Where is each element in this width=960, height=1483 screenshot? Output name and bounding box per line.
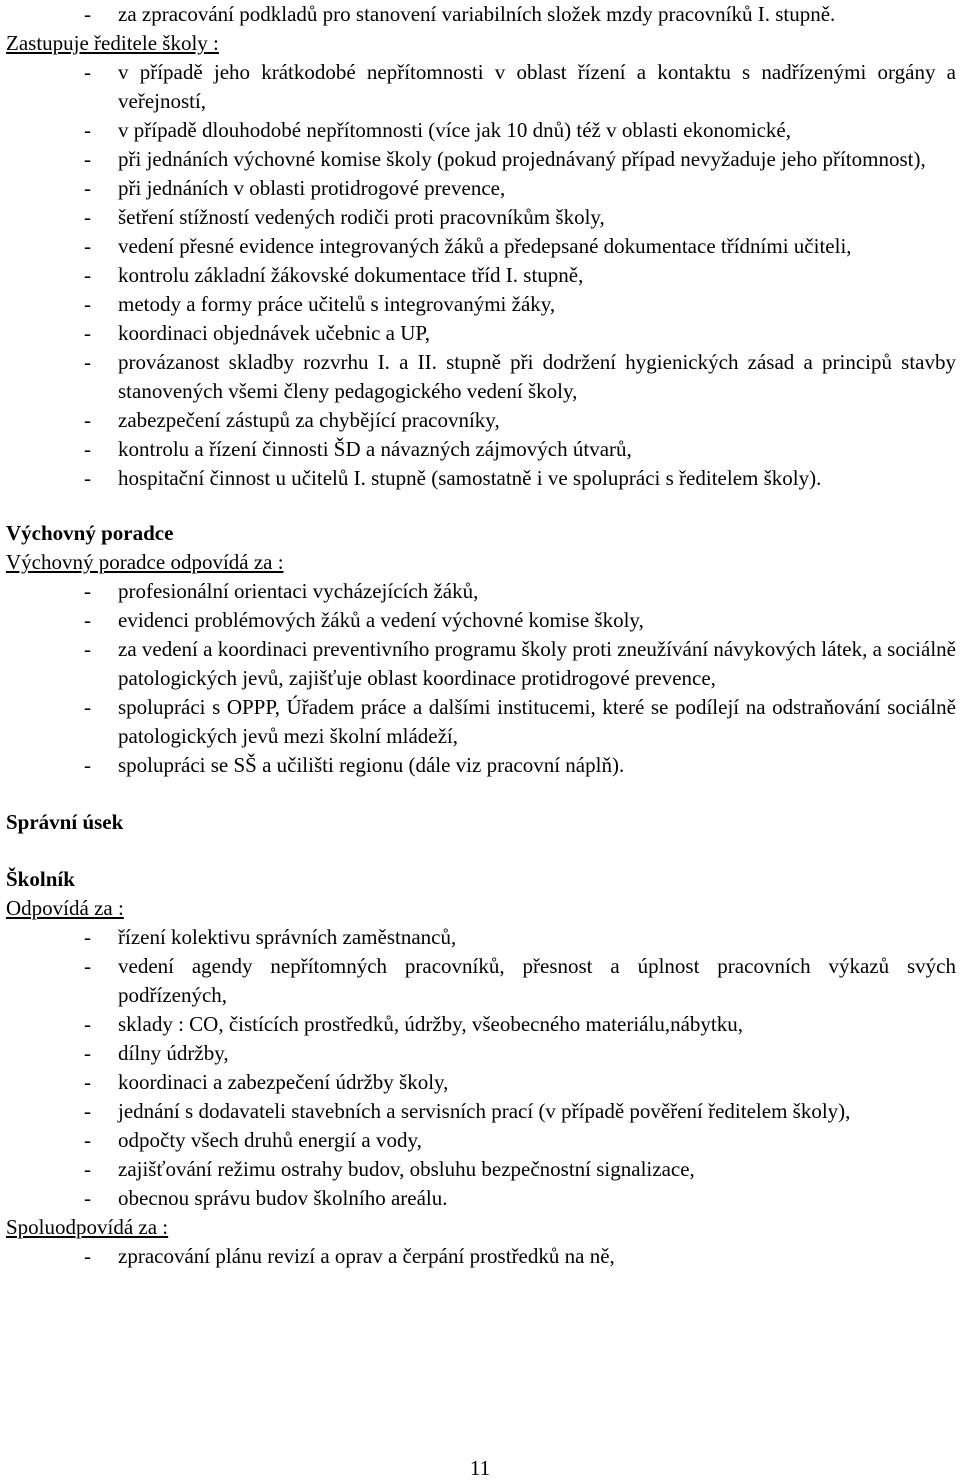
list-item: - hospitační činnost u učitelů I. stupně (samostatně i ve spolupráci s ředitelem školy). <box>84 466 822 490</box>
deputy-list <box>6 58 956 493</box>
counselor-heading: Výchovný poradce <box>6 521 174 545</box>
spacer <box>6 837 956 865</box>
list-item: - šetření stížností vedených rodiči proti pracovníkům školy, <box>84 205 605 229</box>
list-item: - řízení kolektivu správních zaměstnanců, <box>84 925 457 949</box>
list-item: - koordinaci objednávek učebnic a UP, <box>84 321 430 345</box>
list-item: - spolupráci s OPPP, Úřadem práce a dalšími institucemi, které se podílejí na odstraňování sociálně patologických jevů mezi školní mládeží, <box>84 695 956 748</box>
list-item: - v případě dlouhodobé nepřítomnosti (více jak 10 dnů) též v oblasti ekonomické, <box>84 118 792 142</box>
caretaker-heading: Školník <box>6 867 75 891</box>
list-item: - provázanost skladby rozvrhu I. a II. stupně při dodržení hygienických zásad a principů stavby stanovených všemi členy pedagogického vedení školy, <box>84 350 956 403</box>
spacer <box>6 493 956 519</box>
caretaker-colist <box>6 1242 956 1271</box>
admin-heading: Správní úsek <box>6 810 124 834</box>
caretaker-colabel: Spoluodpovídá za : <box>6 1215 169 1239</box>
list-item: - v případě jeho krátkodobé nepřítomnosti v oblast řízení a kontaktu s nadřízenými orgány a veřejností, <box>84 60 956 113</box>
list-item: - jednání s dodavateli stavebních a servisních prací (v případě pověření ředitelem školy), <box>84 1099 851 1123</box>
caretaker-label: Odpovídá za : <box>6 896 124 920</box>
spacer <box>6 780 956 808</box>
counselor-list <box>6 577 956 780</box>
counselor-label: Výchovný poradce odpovídá za : <box>6 550 284 574</box>
list-item: - evidenci problémových žáků a vedení výchovné komise školy, <box>84 608 644 632</box>
list-item: - při jednáních v oblasti protidrogové prevence, <box>84 176 506 200</box>
dash: - <box>84 2 91 26</box>
list-item: - spolupráci se SŠ a učilišti regionu (dále viz pracovní náplň). <box>84 753 625 777</box>
list-item: - obecnou správu budov školního areálu. <box>84 1186 448 1210</box>
page-number: 11 <box>469 1456 491 1480</box>
list-item: - profesionální orientaci vycházejících žáků, <box>84 579 479 603</box>
list-item: - zpracování plánu revizí a oprav a čerpání prostředků na ně, <box>84 1244 615 1268</box>
list-item: - metody a formy práce učitelů s integrovanými žáky, <box>84 292 556 316</box>
list-item: - dílny údržby, <box>84 1041 229 1065</box>
list-item: - zabezpečení zástupů za chybějící pracovníky, <box>84 408 500 432</box>
list-item: - při jednáních výchovné komise školy (pokud projednávaný případ nevyžaduje jeho přítomnost), <box>84 147 926 171</box>
list-item: - odpočty všech druhů energií a vody, <box>84 1128 422 1152</box>
list-item: - vedení agendy nepřítomných pracovníků, přesnost a úplnost pracovních výkazů svých podřízených, <box>84 954 956 1007</box>
list-item: - koordinaci a zabezpečení údržby školy, <box>84 1070 449 1094</box>
list-item: - kontrolu základní žákovské dokumentace tříd I. stupně, <box>84 263 584 287</box>
list-item: - za vedení a koordinaci preventivního programu školy proti zneužívání návykových látek, a sociálně patologických jevů, zajišťuje oblast koordinace protidrogové prevence, <box>84 637 956 690</box>
carry-list <box>6 0 956 29</box>
list-item: - vedení přesné evidence integrovaných žáků a předepsané dokumentace třídními učiteli, <box>84 234 852 258</box>
list-item: - zajišťování režimu ostrahy budov, obsluhu bezpečnostní signalizace, <box>84 1157 695 1181</box>
list-item: - kontrolu a řízení činnosti ŠD a návazných zájmových útvarů, <box>84 437 632 461</box>
list-item: - za zpracování podkladů pro stanovení variabilních složek mzdy pracovníků I. stupně. <box>6 0 956 29</box>
deputy-label: Zastupuje ředitele školy : <box>6 31 219 55</box>
list-item: - sklady : CO, čistících prostředků, údržby, všeobecného materiálu,nábytku, <box>84 1012 743 1036</box>
caretaker-list <box>6 923 956 1213</box>
